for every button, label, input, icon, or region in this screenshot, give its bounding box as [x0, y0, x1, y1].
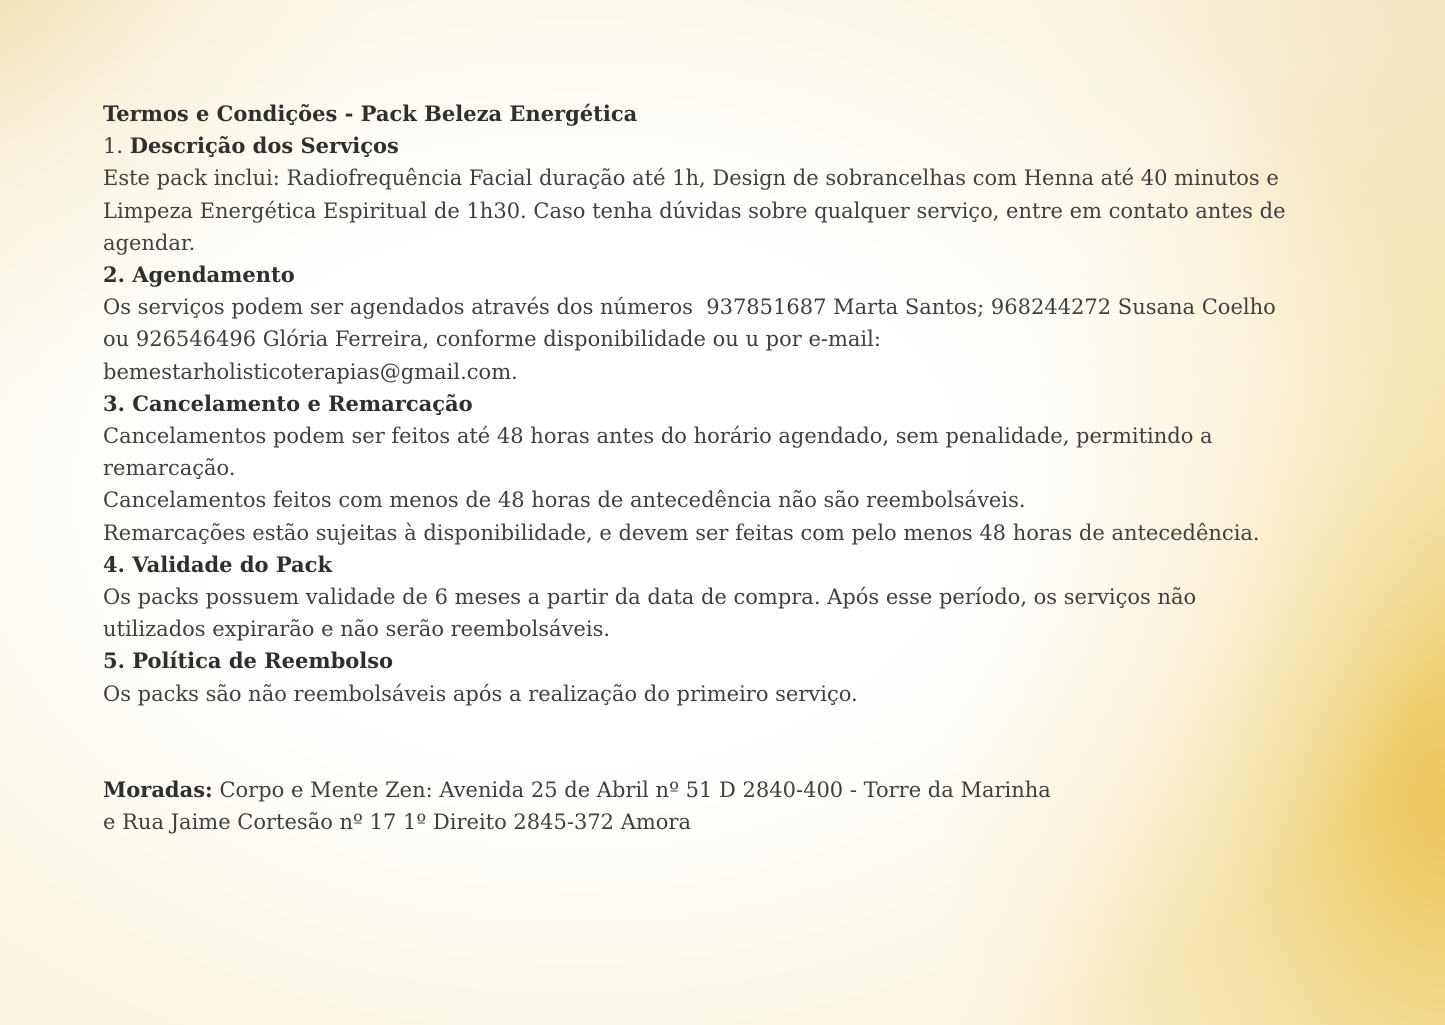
section-2-heading	[103, 259, 1293, 291]
addresses-line-2: e Rua Jaime Cortesão nº 17 1º Direito 2845-372 Amora	[103, 810, 691, 835]
section-5-heading	[103, 645, 1293, 677]
section-3-title: Cancelamento e Remarcação	[132, 390, 473, 416]
section-5-title: Política de Reembolso	[132, 648, 394, 674]
section-3-number: 3.	[103, 390, 125, 416]
addresses-label: Moradas:	[103, 776, 213, 802]
section-2-paragraph: Os serviços podem ser agendados através dos números 937851687 Marta Santos; 968244272 Susana Coelho ou 926546496 Glória Ferreira, conforme disponibilidade ou u por e-mail: bemestarholisticoterapias@gmail.com.	[103, 295, 1283, 384]
section-5-number: 5.	[103, 648, 125, 674]
section-4-heading	[103, 549, 1293, 581]
section-3-paragraph-1: Cancelamentos podem ser feitos até 48 horas antes do horário agendado, sem penalidade, permitindo a remarcação.	[103, 424, 1213, 481]
addresses-line-1	[103, 774, 1293, 806]
section-1-number: 1.	[103, 134, 124, 159]
document-title: Termos e Condições - Pack Beleza Energética	[103, 101, 638, 126]
section-4-paragraph: Os packs possuem validade de 6 meses a partir da data de compra. Após esse período, os serviços não utilizados expirarão e não serão reembolsáveis.	[103, 585, 1197, 642]
spacer	[103, 710, 1293, 774]
section-4-number: 4.	[103, 551, 125, 577]
section-2-title: Agendamento	[132, 262, 295, 288]
section-5-paragraph: Os packs são não reembolsáveis após a realização do primeiro serviço.	[103, 681, 858, 706]
section-3-heading	[103, 388, 1293, 420]
section-3-paragraph-2: Cancelamentos feitos com menos de 48 horas de antecedência não são reembolsáveis.	[103, 488, 1026, 513]
section-3-paragraph-3: Remarcações estão sujeitas à disponibilidade, e devem ser feitas com pelo menos 48 horas de antecedência.	[103, 520, 1260, 545]
section-1-heading	[103, 130, 1293, 162]
section-1-title: Descrição dos Serviços	[129, 133, 399, 159]
section-1-paragraph: Este pack inclui: Radiofrequência Facial duração até 1h, Design de sobrancelhas com Henna até 40 minutos e Limpeza Energética Espiritual de 1h30. Caso tenha dúvidas sobre qualquer serviço, entre em contato antes de agendar.	[103, 166, 1286, 255]
addresses-text-1: Corpo e Mente Zen: Avenida 25 de Abril nº 51 D 2840-400 - Torre da Marinha	[212, 777, 1051, 802]
section-2-number: 2.	[103, 262, 125, 288]
section-4-title: Validade do Pack	[132, 551, 332, 577]
terms-document	[103, 98, 1293, 838]
